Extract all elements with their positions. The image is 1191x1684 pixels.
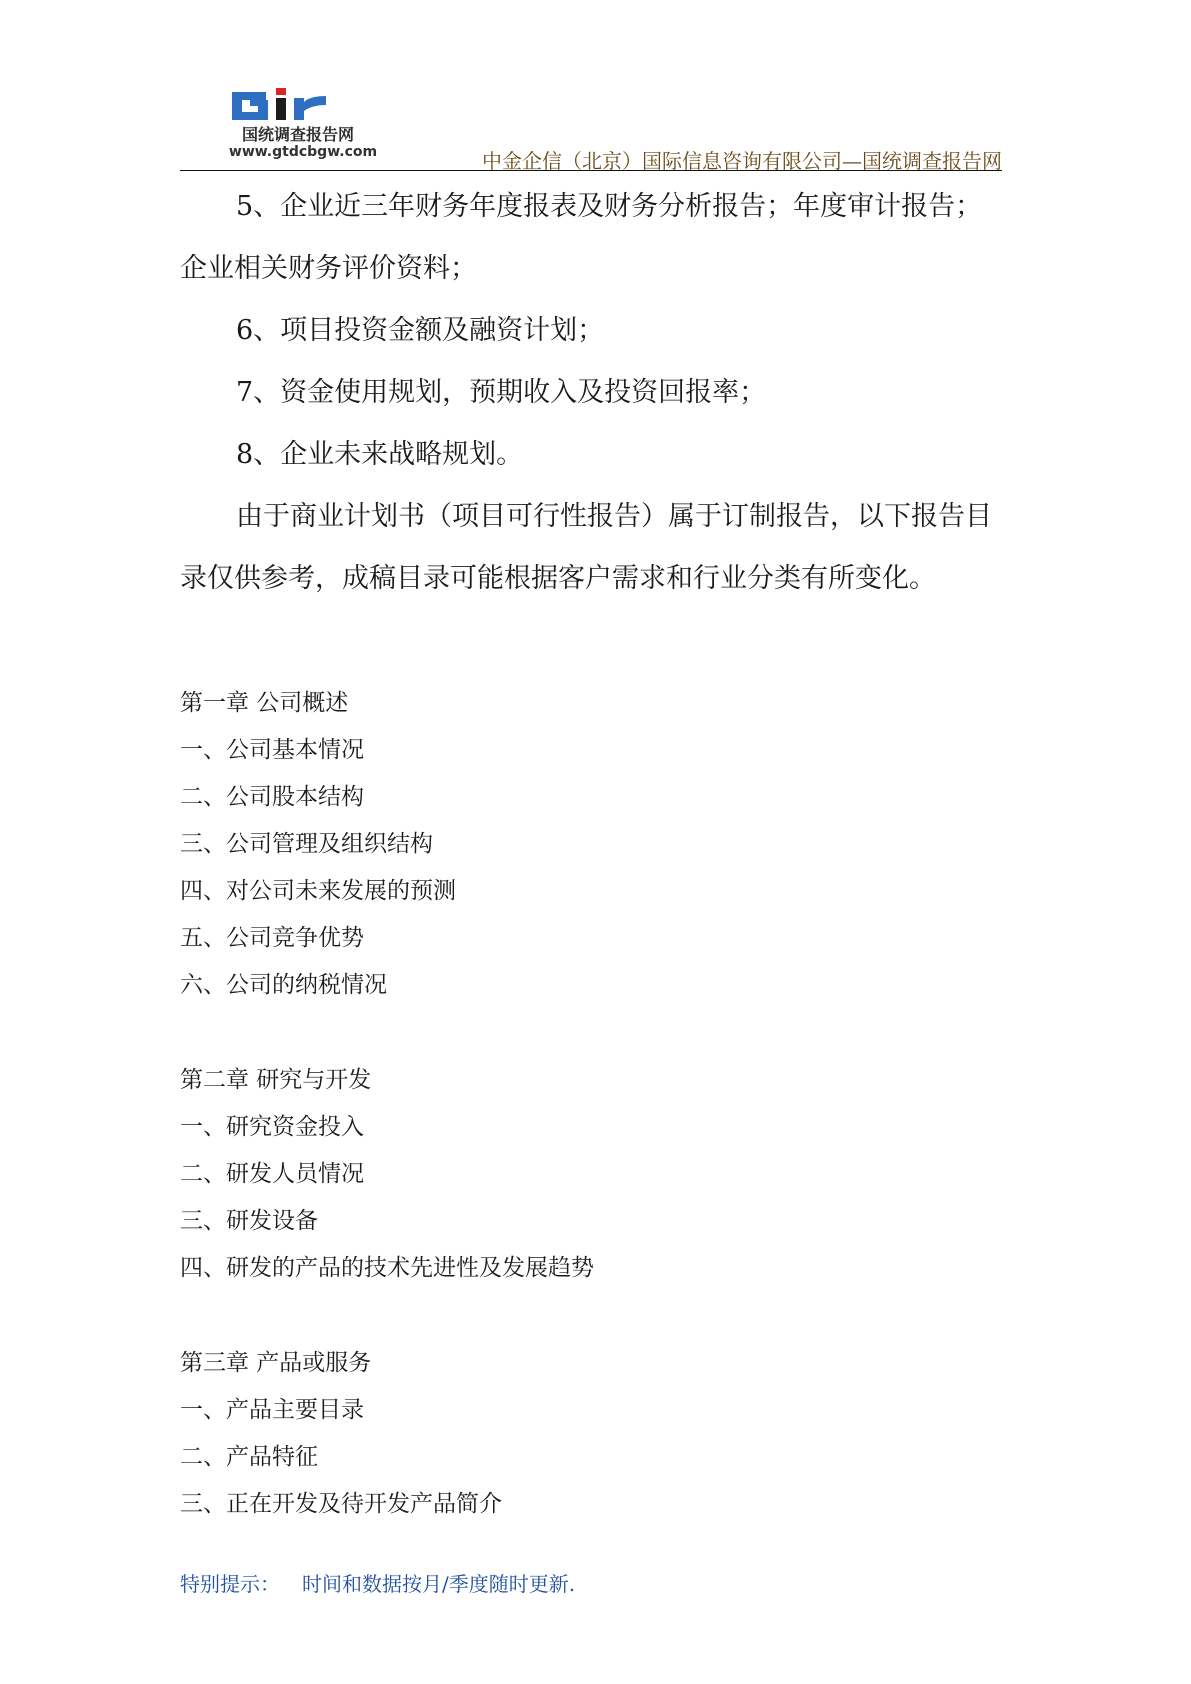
logo	[228, 84, 388, 164]
chapter-title: 第一章 公司概述	[180, 690, 349, 716]
table-of-contents	[180, 680, 1000, 1576]
toc-item: 二、产品特征	[180, 1444, 318, 1470]
toc-item: 三、研发设备	[180, 1208, 318, 1234]
toc-item: 六、公司的纳税情况	[180, 972, 387, 998]
chapter-title: 第三章 产品或服务	[180, 1350, 372, 1376]
toc-item: 四、对公司未来发展的预测	[180, 878, 456, 904]
item-5-line-2: 企业相关财务评价资料；	[180, 253, 477, 284]
special-notice	[180, 1568, 575, 1597]
chapter-title: 第二章 研究与开发	[180, 1067, 372, 1093]
notice-text: 时间和数据按月/季度随时更新.	[302, 1572, 576, 1596]
toc-item: 三、正在开发及待开发产品简介	[180, 1491, 502, 1517]
toc-item: 三、公司管理及组织结构	[180, 831, 433, 857]
company-name: 中金企信（北京）国际信息咨询有限公司—国统调查报告网	[482, 149, 1002, 173]
document-body	[180, 176, 1014, 610]
toc-item: 一、产品主要目录	[180, 1397, 364, 1423]
toc-item: 一、公司基本情况	[180, 737, 364, 763]
toc-item: 二、公司股本结构	[180, 784, 364, 810]
page-header	[180, 78, 1002, 174]
notice-label: 特别提示：	[180, 1572, 280, 1596]
toc-item: 一、研究资金投入	[180, 1114, 364, 1140]
note-line-2: 录仅供参考，成稿目录可能根据客户需求和行业分类有所变化。	[180, 563, 936, 594]
toc-item: 五、公司竞争优势	[180, 925, 364, 951]
note-line-1: 由于商业计划书（项目可行性报告）属于订制报告，以下报告目	[236, 501, 992, 532]
item-8: 8、企业未来战略规划。	[236, 439, 524, 470]
chapter-2	[180, 1057, 1000, 1292]
chapter-1	[180, 680, 1000, 1009]
item-7: 7、资金使用规划，预期收入及投资回报率；	[236, 377, 767, 408]
toc-item: 四、研发的产品的技术先进性及发展趋势	[180, 1255, 594, 1281]
toc-item: 二、研发人员情况	[180, 1161, 364, 1187]
logo-chinese-name: 国统调查报告网	[241, 125, 354, 144]
gir-logo-icon	[228, 84, 368, 122]
item-6: 6、项目投资金额及融资计划；	[236, 315, 605, 346]
item-5-line-1: 5、企业近三年财务年度报表及财务分析报告；年度审计报告；	[236, 191, 983, 222]
chapter-3	[180, 1340, 1000, 1528]
logo-url: www.gtdcbgw.com	[228, 144, 378, 160]
header-divider	[180, 170, 1002, 171]
